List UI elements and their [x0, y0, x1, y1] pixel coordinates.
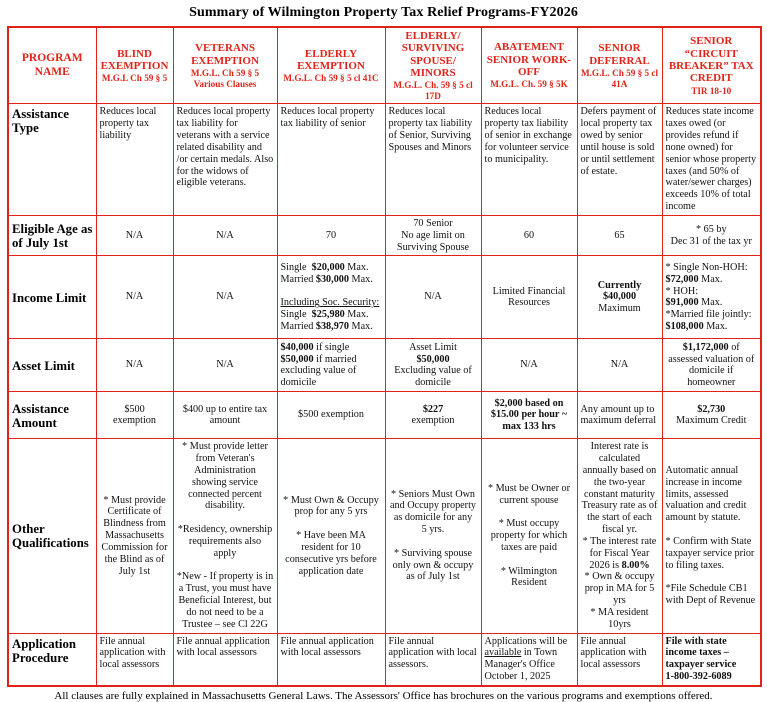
- column-title: ELDERLY/ SURVIVING SPOUSE/ MINORS: [401, 30, 465, 79]
- table-cell: * Must Own & Occupy prop for any 5 yrs * Have been MA resident for 10 consecutive yrs before application date: [277, 439, 385, 633]
- row-label-asset-limit: Asset Limit: [8, 339, 96, 392]
- column-title: BLIND EXEMPTION: [100, 47, 169, 72]
- row-label-application-procedure: Application Procedure: [8, 633, 96, 686]
- table-cell: Reduces local property tax liability of senior: [277, 104, 385, 215]
- table-cell: File with state income taxes – taxpayer service 1-800-392-6089: [662, 633, 761, 686]
- table-cell: * Must be Owner or current spouse * Must occupy property for which taxes are paid * Wilmington Resident: [481, 439, 577, 633]
- column-citation: M.G.L. Ch 59 § 5 Various Clauses: [190, 67, 260, 89]
- table-cell: Interest rate is calculated annually based on the two-year constant maturity Treasury rate as of the start of each fiscal yr. * The interest rate for Fiscal Year 2026 is 8.00% * Own & occupy prop in MA for 5 yrs * MA resident 10yrs: [577, 439, 662, 633]
- table-cell: Any amount up to maximum deferral: [577, 392, 662, 439]
- table-cell: File annual application with local assessors: [277, 633, 385, 686]
- column-title: ABATEMENT SENIOR WORK-OFF: [486, 41, 572, 79]
- table-cell: File annual application with local assessors: [173, 633, 277, 686]
- table-cell: Reduces local property tax liability for veterans with a service related disability and /or certain medals. Also for the widows of eligible veterans.: [173, 104, 277, 215]
- column-title: VETERANS EXEMPTION: [191, 42, 259, 67]
- row-application-procedure: [8, 633, 761, 686]
- column-title: ELDERLY EXEMPTION: [297, 47, 365, 72]
- table-cell: Currently $40,000 Maximum: [577, 256, 662, 339]
- table-cell: Reduces state income taxes owed (or provides refund if none owned) for senior whose property taxes (and 50% of water/sewer charges) exceeds 10% of total income: [662, 104, 761, 215]
- column-header-blind-exemption: [96, 27, 173, 104]
- table-cell: Asset Limit $50,000 Excluding value of domicile: [385, 339, 481, 392]
- table-cell: N/A: [577, 339, 662, 392]
- table-cell: File annual application with local assessors: [577, 633, 662, 686]
- column-header-elderly-exemption: [277, 27, 385, 104]
- table-cell: $2,730 Maximum Credit: [662, 392, 761, 439]
- table-cell: N/A: [481, 339, 577, 392]
- table-cell: Automatic annual increase in income limits, assessed valuation and credit amount by statute. * Confirm with State taxpayer service prior to filing taxes. *File Schedule CB1 with Dept of Revenue: [662, 439, 761, 633]
- table-cell: * Must provide letter from Veteran's Administration showing service connected percent disability. *Residency, ownership requirements also apply *New - If property is in a Trust, you must have Beneficial Interest, but do not need to be a Trustee – see Cl 22G: [173, 439, 277, 633]
- column-header-veterans-exemption: [173, 27, 277, 104]
- row-label-income-limit: Income Limit: [8, 256, 96, 339]
- page-title: Summary of Wilmington Property Tax Relief Programs-FY2026: [189, 5, 578, 20]
- row-income-limit: [8, 256, 761, 339]
- table-cell: * Seniors Must Own and Occupy property as domicile for any 5 yrs. * Surviving spouse only own & occupy as of July 1st: [385, 439, 481, 633]
- table-cell: N/A: [96, 215, 173, 255]
- table-cell: N/A: [385, 256, 481, 339]
- column-citation: M.G.L. Ch 59 § 5 cl 41C: [283, 73, 379, 84]
- column-header-elderly-surviving-spouse-minors: [385, 27, 481, 104]
- table-cell: $400 up to entire tax amount: [173, 392, 277, 439]
- table-cell: $500 exemption: [96, 392, 173, 439]
- row-label-other-qualifications: Other Qualifications: [8, 439, 96, 633]
- table-cell: 65: [577, 215, 662, 255]
- column-citation: M.G.L. Ch. 59 § 5K: [490, 79, 568, 90]
- header-row: [8, 27, 761, 104]
- row-assistance-amount: [8, 392, 761, 439]
- table-cell: Single $20,000 Max. Married $30,000 Max. Including Soc. Security: Single $25,980 Max. Married $38,970 Max.: [277, 256, 385, 339]
- row-eligible-age: [8, 215, 761, 255]
- column-title: SENIOR DEFERRAL: [589, 42, 650, 67]
- table-cell: Defers payment of local property tax owed by senior until house is sold or until settlement of estate.: [577, 104, 662, 215]
- column-citation: M.G.L Ch 59 § 5: [101, 73, 168, 84]
- table-cell: $227 exemption: [385, 392, 481, 439]
- table-cell: N/A: [173, 339, 277, 392]
- column-citation: TIR 18-10: [691, 85, 732, 96]
- table-cell: * 65 by Dec 31 of the tax yr: [662, 215, 761, 255]
- tax-relief-programs-table: [7, 26, 762, 687]
- table-cell: Reduces local property tax liability of senior in exchange for volunteer service to municipality.: [481, 104, 577, 215]
- table-cell: 60: [481, 215, 577, 255]
- row-assistance-type: [8, 104, 761, 215]
- column-citation: M.G.L. Ch. 59 § 5 cl 17D: [393, 80, 473, 101]
- table-cell: 70: [277, 215, 385, 255]
- table-cell: Applications will be available in Town Manager's Office October 1, 2025: [481, 633, 577, 686]
- row-label-eligible-age: Eligible Age as of July 1st: [8, 215, 96, 255]
- column-title: SENIOR “CIRCUIT BREAKER” TAX CREDIT: [668, 35, 754, 85]
- table-cell: Reduces local property tax liability of Senior, Surviving Spouses and Minors: [385, 104, 481, 215]
- table-cell: $500 exemption: [277, 392, 385, 439]
- footnote: All clauses are fully explained in Massachusetts General Laws. The Assessors' Office has brochures on the various programs and exemptions offered.: [54, 689, 713, 702]
- table-cell: N/A: [173, 215, 277, 255]
- column-header-senior-deferral: [577, 27, 662, 104]
- table-cell: N/A: [96, 256, 173, 339]
- row-asset-limit: [8, 339, 761, 392]
- column-header-senior-circuit-breaker-tax-credit: [662, 27, 761, 104]
- row-label-assistance-amount: Assistance Amount: [8, 392, 96, 439]
- table-cell: * Single Non-HOH: $72,000 Max. * HOH: $91,000 Max. *Married file jointly: $108,000 Max.: [662, 256, 761, 339]
- table-cell: * Must provide Certificate of Blindness from Massachusetts Commission for the Blind as of July 1st: [96, 439, 173, 633]
- table-cell: 70 Senior No age limit on Surviving Spouse: [385, 215, 481, 255]
- row-label-assistance-type: Assistance Type: [8, 104, 96, 215]
- column-citation: M.G.L. Ch 59 § 5 cl 41A: [580, 67, 659, 89]
- table-cell: File annual application with local assessors: [96, 633, 173, 686]
- table-cell: File annual application with local assessors.: [385, 633, 481, 686]
- table-cell: N/A: [173, 256, 277, 339]
- table-cell: Limited Financial Resources: [481, 256, 577, 339]
- table-cell: $1,172,000 of assessed valuation of domicile if homeowner: [662, 339, 761, 392]
- table-cell: $2,000 based on $15.00 per hour ~ max 133 hrs: [481, 392, 577, 439]
- row-other-qualifications: [8, 439, 761, 633]
- table-cell: Reduces local property tax liability: [96, 104, 173, 215]
- table-cell: $40,000 if single $50,000 if married excluding value of domicile: [277, 339, 385, 392]
- table-cell: N/A: [96, 339, 173, 392]
- column-header-abatement-senior-work-off: [481, 27, 577, 104]
- corner-header-program-name: PROGRAM NAME: [8, 27, 96, 104]
